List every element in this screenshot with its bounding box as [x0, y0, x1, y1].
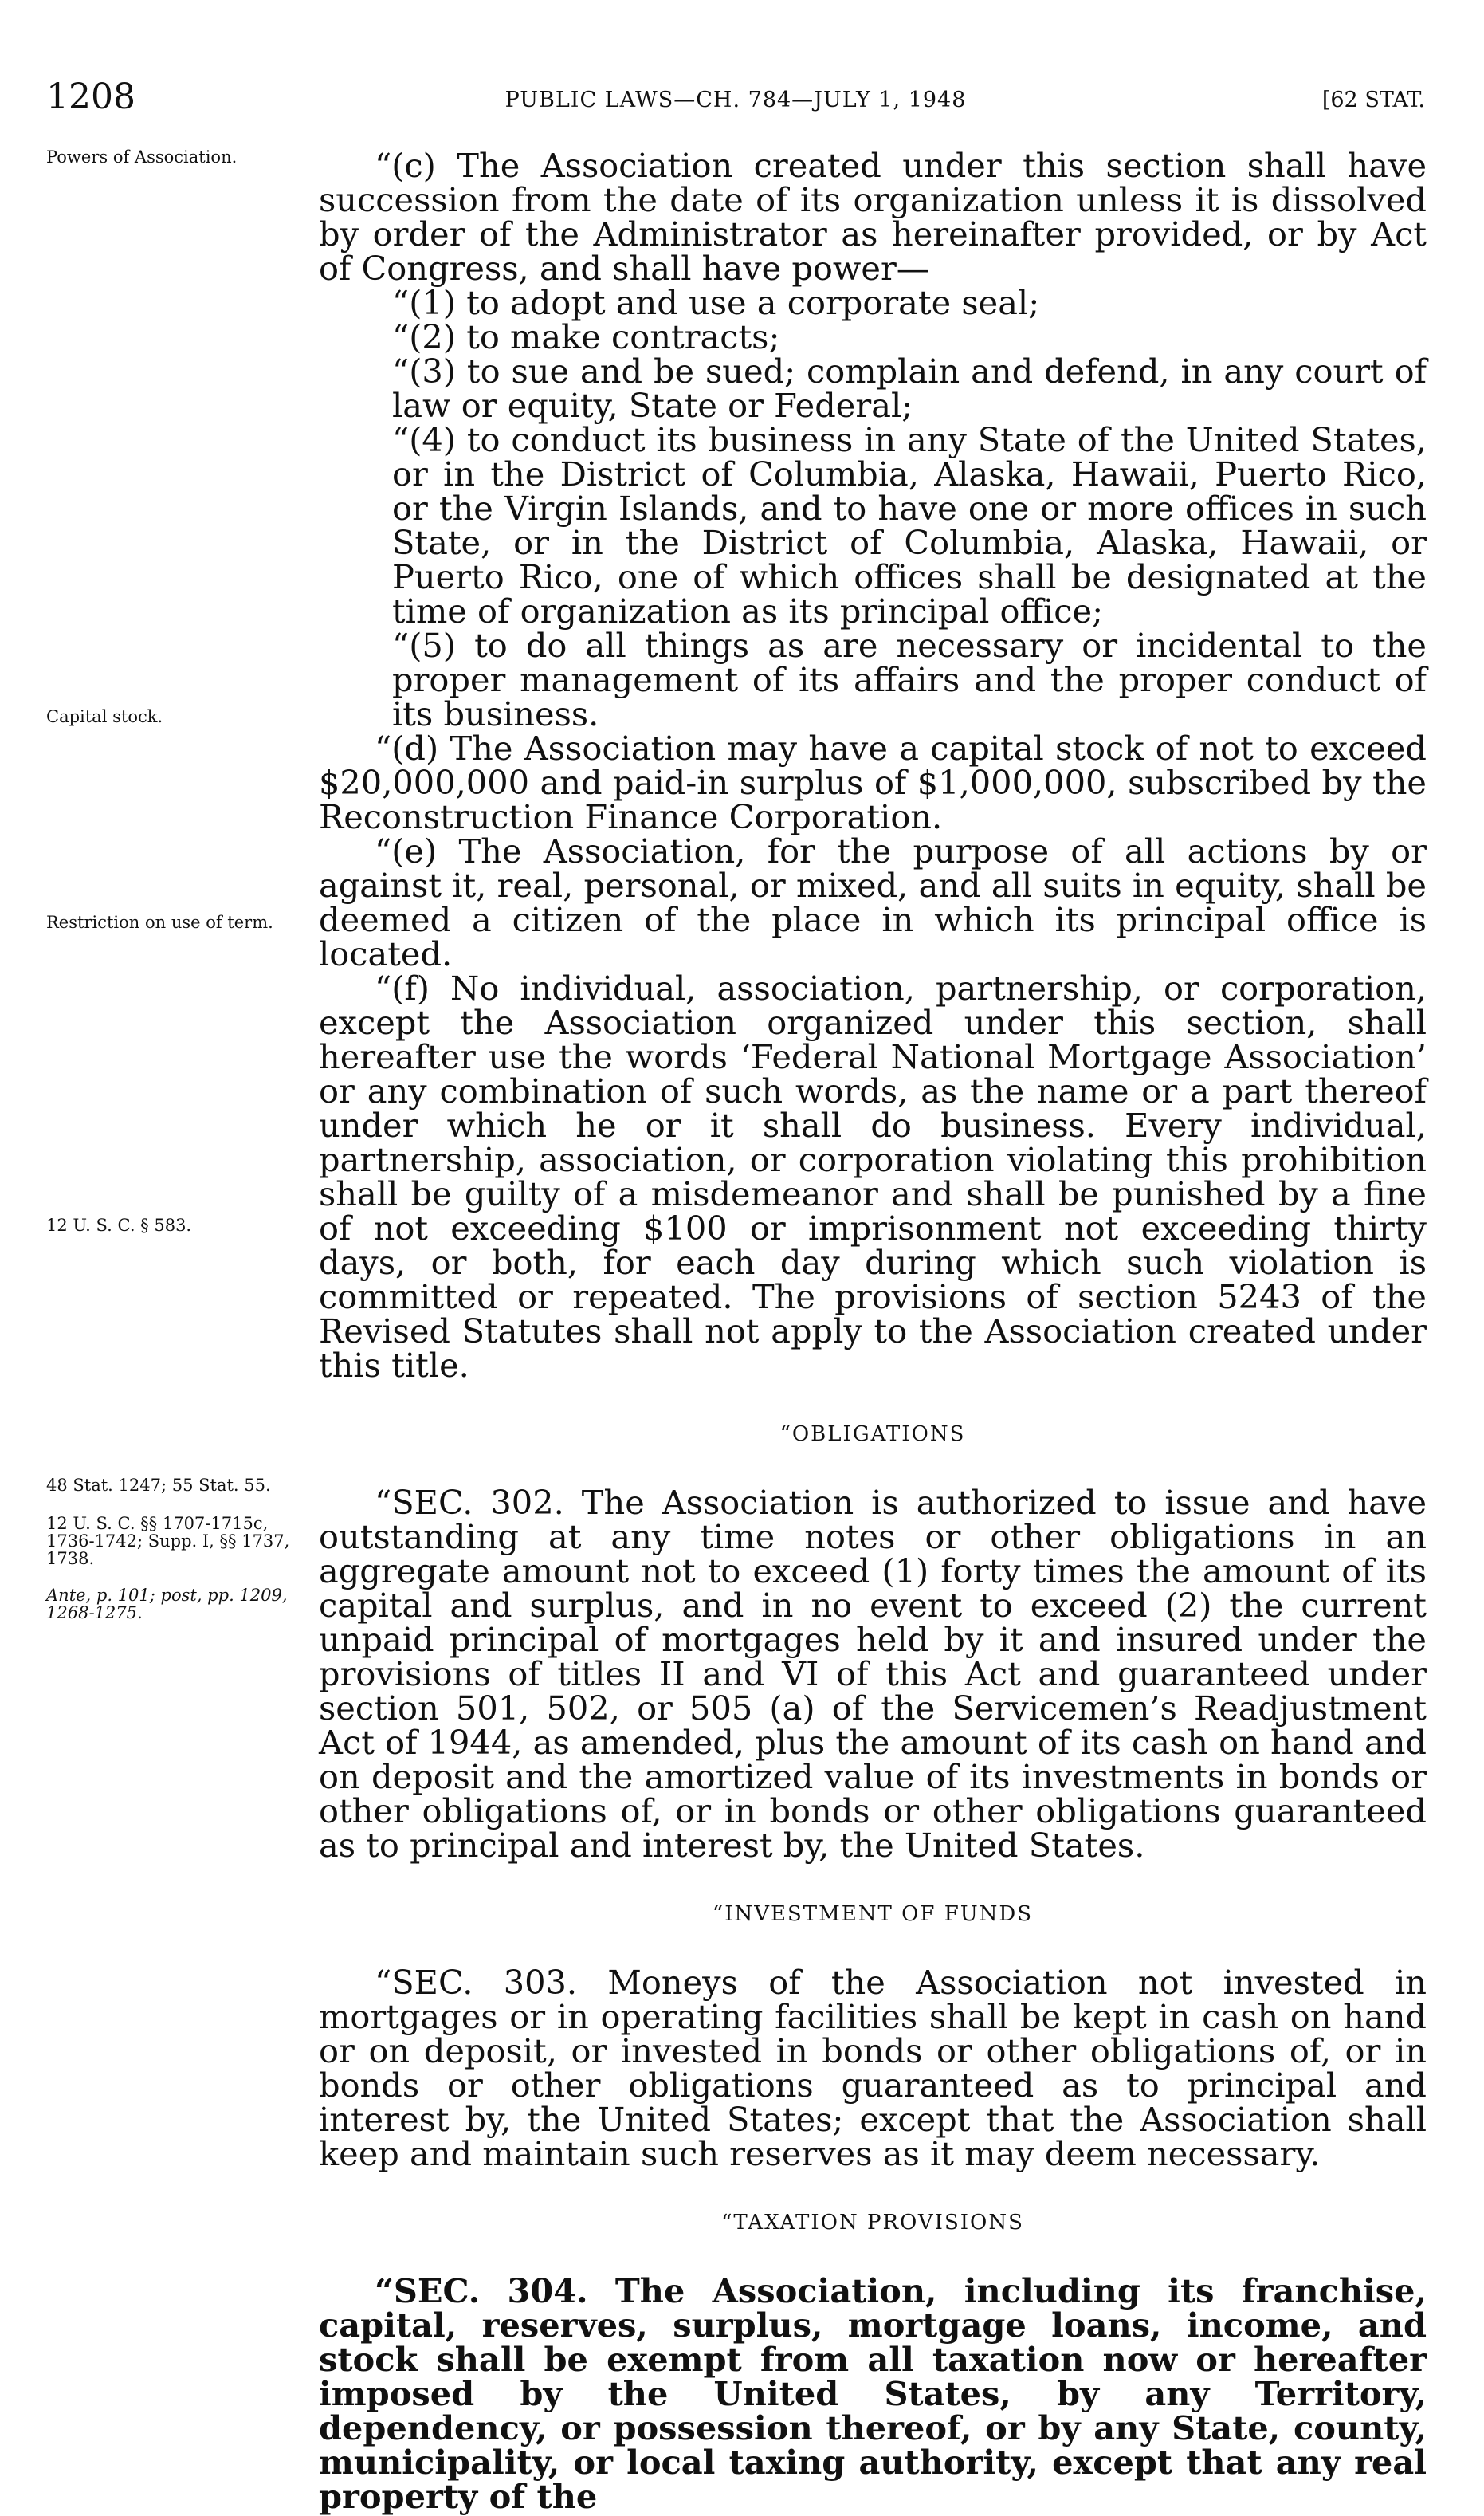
section-304: “SEC. 304. The Association, including its franchise, capital, reserves, surplus, mortgage loans, income, and stock shall be exempt from all taxation now or hereafter imposed by the United States, by any Territory, dependency, or possession thereof, or by any State, county, municipality, or local taxing authority, except that any real property of the: [319, 2271, 1427, 2516]
margin-note-stat-citation: 48 Stat. 1247; 55 Stat. 55.: [46, 1476, 271, 1495]
list-item-2: “(2) to make contracts;: [392, 317, 780, 356]
margin-note-usc-583: 12 U. S. C. § 583.: [46, 1216, 192, 1235]
running-title: PUBLIC LAWS—CH. 784—JULY 1, 1948: [504, 88, 967, 112]
page-header: [46, 77, 1425, 124]
paragraph-d: “(d) The Association may have a capital stock of not to exceed $20,000,000 and paid-in surplus of $1,000,000, subscribed by the Reconstruction Finance Corporation.: [319, 729, 1427, 836]
paragraph-c: “(c) The Association created under this section shall have succession from the date of its organization unless it is dissolved by order of the Administrator as hereinafter provided, or by Act of Congress, and shall have power—: [319, 146, 1427, 288]
section-302: “SEC. 302. The Association is authorized to issue and have outstanding at any time notes or other obligations in an aggregate amount not to exceed (1) forty times the amount of its capital and surplus, and in no event to exceed (2) the current unpaid principal of mortgages held by it and insured under the provisions of titles II and VI of this Act and guaranteed under section 501, 502, or 505 (a) of the Servicemen’s Readjustment Act of 1944, as amended, plus the amount of its cash on hand and on deposit and the amortized value of its investments in bonds or other obligations of, or in bonds or other obligations guaranteed as to principal and interest by, the United States.: [319, 1483, 1427, 1865]
section-303: “SEC. 303. Moneys of the Association not invested in mortgages or in operating facilities shall be kept in cash on hand or on deposit, or invested in bonds or other obligations of, or in bonds or other obligations guaranteed as to principal and interest by, the United States; except that the Association shall keep and maintain such reserves as it may deem necessary.: [319, 1963, 1427, 2173]
page-number: 1208: [46, 77, 135, 117]
list-item-5: “(5) to do all things as are necessary or incidental to the proper management of its affairs and the proper conduct of its business.: [392, 626, 1427, 733]
list-item-1: “(1) to adopt and use a corporate seal;: [392, 283, 1040, 322]
margin-note-ante-post: Ante, p. 101; post, pp. 1209, 1268-1275.: [46, 1586, 288, 1622]
margin-note-usc-sections: 12 U. S. C. §§ 1707-1715c, 1736-1742; Supp. I, §§ 1737, 1738.: [46, 1514, 290, 1568]
list-item-4: “(4) to conduct its business in any State of the United States, or in the District of Columbia, Alaska, Hawaii, Puerto Rico, or the Virgin Islands, and to have one or more offices in such State, or in the District of Columbia, Alaska, Hawaii, or Puerto Rico, one of which offices shall be designated at the time of organization as its principal office;: [392, 420, 1427, 631]
heading-investment-of-funds: “INVESTMENT OF FUNDS: [712, 1902, 1034, 1926]
paragraph-e: “(e) The Association, for the purpose of all actions by or against it, real, personal, or mixed, and all suits in equity, shall be deemed a citizen of the place in which its principal office is located.: [319, 831, 1427, 973]
main-text: [319, 148, 1427, 2514]
heading-obligations: “OBLIGATIONS: [779, 1422, 966, 1446]
margin-note-restriction: Restriction on use of term.: [46, 913, 273, 932]
list-item-3: “(3) to sue and be sued; complain and defend, in any court of law or equity, State or Federal;: [392, 352, 1427, 425]
margin-note-capital-stock: Capital stock.: [46, 707, 163, 726]
paragraph-f: “(f) No individual, association, partnership, or corporation, except the Association organized under this section, shall hereafter use the words ‘Federal National Mortgage Association’ or any combination of such words, as the name or a part thereof under which he or it shall do business. Every individual, partnership, association, or corporation violating this prohibition shall be guilty of a misdemeanor and shall be punished by a fine of not exceeding $100 or imprisonment not exceeding thirty days, or both, for each day during which such violation is committed or repeated. The provisions of section 5243 of the Revised Statutes shall not apply to the Association created under this title.: [319, 969, 1427, 1385]
margin-note-powers: Powers of Association.: [46, 147, 238, 167]
statute-reference: [62 STAT.: [1321, 88, 1425, 112]
heading-taxation-provisions: “TAXATION PROVISIONS: [721, 2211, 1024, 2235]
